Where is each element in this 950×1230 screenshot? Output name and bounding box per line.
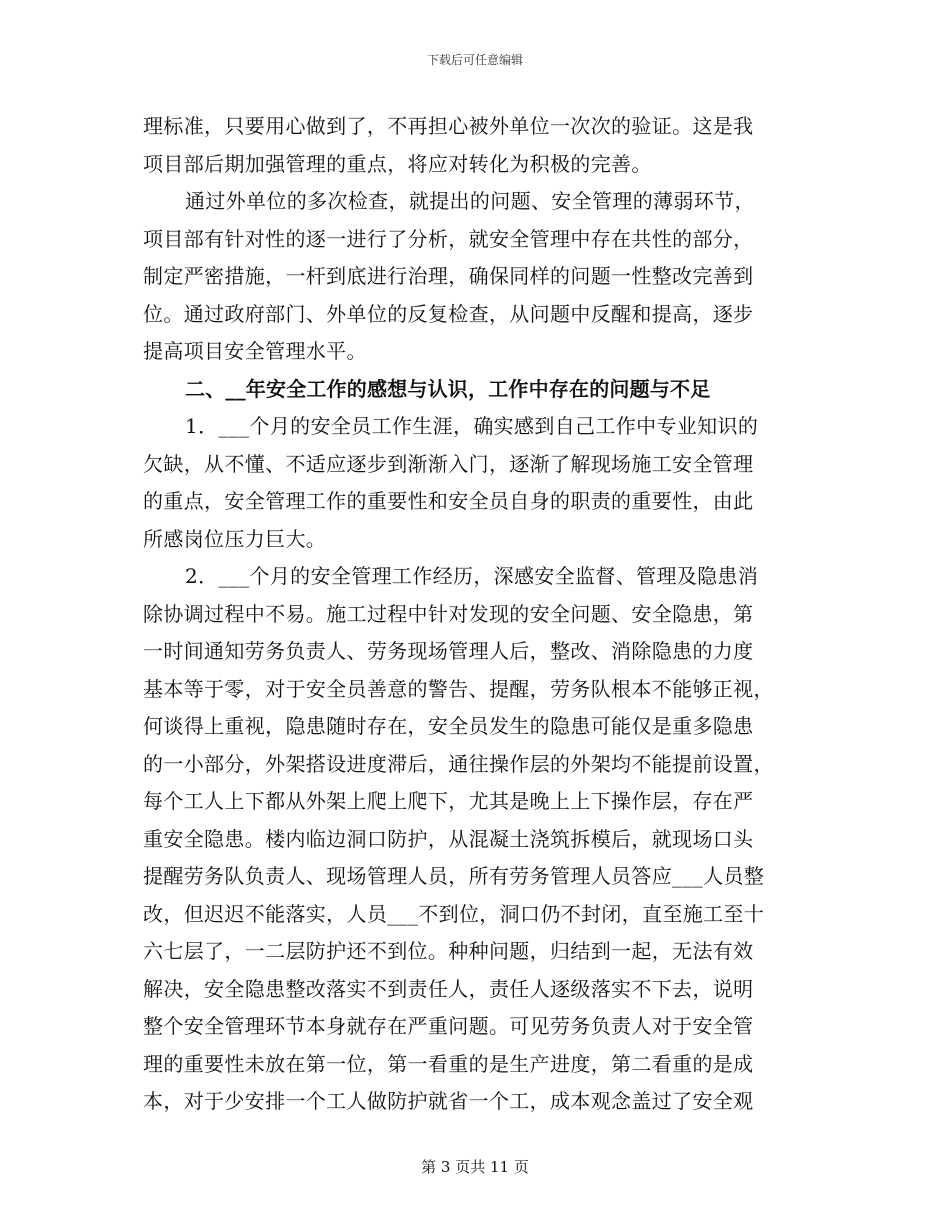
body-line: 项目部有针对性的逐一进行了分析，就安全管理中存在共性的部分， (143, 226, 754, 251)
body-line: 重安全隐患。楼内临边洞口防护，从混凝土浇筑拆模后，就现场口头 (143, 826, 754, 851)
body-line: 提高项目安全管理水平。 (143, 339, 367, 363)
body-line: 欠缺，从不懂、不适应逐步到渐渐入门，逐渐了解现场施工安全管理 (143, 451, 754, 476)
body-line: 项目部后期加强管理的重点，将应对转化为积极的完善。 (143, 151, 652, 176)
body-line: 每个工人上下都从外架上爬上爬下，尤其是晚上上下操作层，存在严 (143, 789, 754, 813)
body-line: 1．___个月的安全员工作生涯，确实感到自己工作中专业知识的 (185, 414, 759, 438)
page-header-note: 下载后可任意编辑 (426, 53, 523, 67)
page-number-footer: 第 3 页共 11 页 (421, 1158, 529, 1176)
document-body (143, 108, 808, 1121)
body-line: 除协调过程中不易。施工过程中针对发现的安全问题、安全隐患，第 (143, 601, 754, 626)
body-line: 的重点，安全管理工作的重要性和安全员自身的职责的重要性，由此 (143, 489, 754, 513)
body-line: 一时间通知劳务负责人、劳务现场管理人后，整改、消除隐患的力度 (143, 639, 754, 663)
body-line: 位。通过政府部门、外单位的反复检查，从问题中反醒和提高，逐步 (143, 301, 754, 326)
body-line: 解决，安全隐患整改落实不到责任人，责任人逐级落实不下去，说明 (143, 976, 754, 1001)
body-line: 本，对于少安排一个工人做防护就省一个工，成本观念盖过了安全观 (143, 1089, 754, 1113)
body-line: 制定严密措施，一杆到底进行治理，确保同样的问题一性整改完善到 (143, 264, 754, 288)
body-line: 六七层了，一二层防护还不到位。种种问题，归结到一起，无法有效 (143, 939, 754, 963)
body-line: 提醒劳务队负责人、现场管理人员，所有劳务管理人员答应___人员整 (143, 864, 765, 888)
body-line: 基本等于零，对于安全员善意的警告、提醒，劳务队根本不能够正视， (143, 676, 774, 701)
body-line: 的一小部分，外架搭设进度滞后，通往操作层的外架均不能提前设置， (143, 751, 774, 776)
body-line: 何谈得上重视，隐患随时存在，安全员发生的隐患可能仅是重多隐患 (143, 714, 754, 738)
body-line: 2．___个月的安全管理工作经历，深感安全监督、管理及隐患消 (185, 564, 759, 588)
section-heading: 二、__年安全工作的感想与认识，工作中存在的问题与不足 (185, 376, 711, 401)
body-line: 理的重要性未放在第一位，第一看重的是生产进度，第二看重的是成 (143, 1051, 754, 1076)
body-line: 理标准，只要用心做到了，不再担心被外单位一次次的验证。这是我 (143, 114, 754, 138)
body-line: 通过外单位的多次检查，就提出的问题、安全管理的薄弱环节， (185, 189, 755, 213)
body-line: 整个安全管理环节本身就存在严重问题。可见劳务负责人对于安全管 (143, 1014, 754, 1038)
body-line: 改，但迟迟不能落实，人员___不到位，洞口仍不封闭，直至施工至十 (143, 901, 765, 926)
body-line: 所感岗位压力巨大。 (143, 526, 327, 551)
